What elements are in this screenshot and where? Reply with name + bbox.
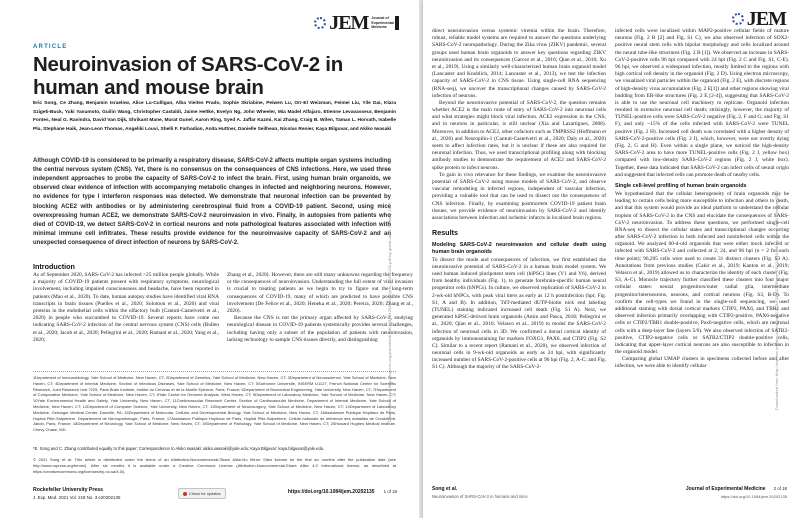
jem-logo-subtext-line2: Experimental <box>371 21 399 25</box>
body-columns <box>432 28 789 476</box>
intro-column-2 <box>227 272 413 372</box>
page-2 <box>423 0 800 518</box>
intro-col2-paragraph-1: Zhang et al., 2020). However, there are still many unknowns regarding the frequency or the consequences of neuroinvasion. Understanding the full extent of viral invasion is crucial to treating patients as we begin to try to figure out the long-term consequences of COVID-19, many of which are predicted to have possible CNS involvement (De Felice et al., 2020; Heneka et al., 2020; Pereira, 2020; Zhang et al., 2020). <box>227 272 413 314</box>
journal-citation: J. Exp. Med. 2021 Vol. 218 No. 3 e20202135 <box>33 495 121 500</box>
jem-logo-subtext-line3: Medicine <box>371 25 399 29</box>
publisher-block <box>33 487 120 500</box>
jem-logo-text: JEM <box>746 8 786 30</box>
jem-logo-small <box>732 9 786 29</box>
body-col2-paragraph-2: We hypothesized that the cellular heterogeneity of brain organoids may be leading to certain cells being more susceptible to infection and others to death, and that this system would provide an ideal platform to understand the cellular tropism of SARS-CoV-2 in the CNS and elucidate the consequences of SARS-CoV-2 neuroinvasion. To address these questions, we performed single-cell RNA-seq to dissect the cellular states and transcriptional changes occurring after SARS-CoV-2 infection in both infected and noninfected cells within the organoid. We analyzed 60-d-old organoids that were either mock infected or infected with SARS-CoV-2 and collected at 2, 24, and 96 hpi (n = 2 for each time point); 96,205 cells were used to create 31 distinct clusters (Fig. S3 A). Annotations from previous studies (Cakir et al., 2019; Kanton et al., 2019; Velasco et al., 2019) allowed us to characterize the identity of each cluster (Fig. S3, A-C). Monocle trajectory further classified these clusters into four major cellular states: neural progenitors/outer radial glia, intermediate progenitor/interneurons, neurons, and cortical neurons (Fig. S3, B-D). To confirm the cell-types we found in the single-cell sequencing, we used additional staining with dorsal cortical markers CTIP2, PAX6, and TBR1 and observed infection primarily overlapping with CTIP2-positive, PAX6-negative cells or CTIP2/TBR1 double-positive, Pax6-negative cells, which are neuronal cells with a deep-layer fate (layers 5/6). We also observed infection of SATB2-positive, CTIP2-negative cells or SATB2/CTIP2 double-positive cells, indicating that upper-layer cortical neurons are also susceptible to infection in the organoid model. <box>615 190 789 356</box>
journal-name: Journal of Experimental Medicine <box>685 486 766 492</box>
article-title: Neuroinvasion of SARS-CoV-2 in human and mouse brain <box>33 53 343 99</box>
results-subheading-1: Modeling SARS-CoV-2 neuroinvasion and cellular death using human brain organoids <box>432 241 606 255</box>
jem-logo-subtext-line1: Journal of <box>371 16 399 20</box>
jem-gear-icon <box>314 17 326 29</box>
intro-column-1 <box>33 272 219 372</box>
body-col1-paragraph-2: Beyond the neuroinvasive potential of SARS-CoV-2, the question remains whether ACE2 is the main route of entry of SARS-CoV-2 into neuronal cells and what strategies might block viral infection. ACE2 expression in the CNS, and in neurons in particular, is still unclear (Xia and Lazartigues, 2008). Moreover, in addition to ACE2, other cofactors such as TMPRSS2 (Hoffmann et al., 2020) and Neuropilin-1 (Cantuti-Castelvetri et al., 2020; Daly et al., 2020) seem to affect infection rates, but it is unclear if these are also required for neuronal infection. Thus, we used transcriptional profiling along with blocking antibody studies to demonstrate the requirement of ACE2 and SARS-CoV-2 spike protein to infect neurons. <box>432 99 607 171</box>
body-col1-paragraph-4: To dissect the mode and consequences of infection, we first established the neuroinvasive potential of SARS-CoV-2 in a human brain model system. We used human induced pluripotent stem cell (hiPSC) lines (Y1 and Y6), derived from healthy individuals (Fig. 1), to generate forebrain-specific human neural progenitor cells (hNPCs). In culture, we observed replication of SARS-CoV-2 in 2-wk-old hNPCs, with peak viral titers as early as 12 h postinfection (hpi; Fig. S1, A and B). In addition, TdT-mediated dUTP-biotin nick end labeling (TUNEL) staining indicated increased cell death (Fig. S1 A). Next, we generated hiPSC-derived brain organoids (Amin and Pasca, 2018; Pellegrini et al., 2020; Qian et al., 2016; Velasco et al., 2019) to model the SARS-CoV-2 infection of neuronal cells in 3D. We confirmed a dorsal cortical identity of organoids by immunostaining for markers FOXG1, PAX6, and CTIP2 (Fig. S2 C). Similar to a recent report (Ramani et al., 2020), we observed infection of neuronal cells in 9-wk-old organoids as early as 24 hpi, with significantly increased number of SARS-CoV-2-positive cells at 96 hpi (Fig. 2, A-C; and Fig. S1 C). Although the majority of the SARS-CoV-2- <box>432 256 606 371</box>
page-number: 2 of 18 <box>773 486 787 491</box>
correspondence-note: *E. Song and C. Zhang contributed equally to this paper; Correspondence to Akiko Iwasaki: akiko.iwasaki@yale.edu; Kaya Bilguvar: kaya.bilguvar@yale.edu. <box>33 446 325 451</box>
abstract-text: Although COVID-19 is considered to be primarily a respiratory disease, SARS-CoV-2 affects multiple organ systems including the central nervous system (CNS). Yet, there is no consensus on the consequences of CNS infections. Here, we used three independent approaches to probe the capacity of SARS-CoV-2 to infect the brain. First, using human brain organoids, we observed clear evidence of infection with accompanying metabolic changes in infected and neighboring neurons. However, no evidence for type I interferon responses was detected. We demonstrate that neuronal infection can be prevented by blocking ACE2 with antibodies or by administering cerebrospinal fluid from a COVID-19 patient. Second, using mice overexpressing human ACE2, we demonstrate SARS-CoV-2 neuroinvasion in vivo. Finally, in autopsies from patients who died of COVID-19, we detect SARS-CoV-2 in cortical neurons and note pathological features associated with infection with minimal immune cell infiltrates. These results provide evidence for the neuroinvasive capacity of SARS-CoV-2 and an unexpected consequence of direct infection of neurons by SARS-CoV-2. <box>33 158 391 246</box>
jem-logo-subtext <box>371 16 399 29</box>
doi-link[interactable]: https://doi.org/10.1084/jem.20202135 <box>720 494 787 499</box>
results-heading: Results <box>432 228 458 238</box>
download-watermark: Downloaded from http://rupress.org/jem/article-pdf/218/3/e20202135/jem_20202135.pdf by guest on 21 January 2021 <box>775 190 779 410</box>
running-authors: Song et al. <box>432 486 458 492</box>
download-watermark: Downloaded from http://rupress.org/jem/article-pdf/218/3/e20202135/jem_20202135.pdf by guest on 21 January 2021 <box>388 202 392 422</box>
body-column-2 <box>615 28 789 476</box>
body-col1-paragraph-1: direct neuroinvasion versus systemic viremia within the brain. Therefore, robust, reliable model systems are required to answer the questions underlying SARS-CoV-2 neuropathology. During the Zika virus (ZIKV) pandemic, several groups used human brain organoids to answer key questions regarding ZIKV neuroinvasion and its consequences (Garcez et al., 2016; Qian et al., 2016; Xu et al., 2019). Using a similarly well-characterized human brain organoid model (Lancaster and Knoblich, 2014; Lancaster et al., 2013), we test the infection capacity of SARS-CoV-2 in CNS tissue. Using single-cell RNA sequencing (RNA-seq), we uncover the transcriptional changes caused by SARS-CoV-2 infection of neurons. <box>432 28 606 99</box>
doi-link[interactable]: https://doi.org/10.1084/jem.20202135 <box>287 489 375 495</box>
affiliations-footnote: 1Department of Immunobiology, Yale School of Medicine, New Haven, CT; 2Department of Genetics, Yale School of Medicine, New Haven, CT; 3Department of Neuroscience, Yale School of Medicine, New Haven, CT; 4Department of Internal Medicine, Section of Infectious Diseases, Yale School of Medicine, New Haven, CT; 5Sorbonne Universite, INSERM U1127, French National Center for Scientific Research, Joint Research Unit 7225, Paris Brain Institute, Institut du Cerveau et de la Moelle Epiniere, Paris, France; 6Department of Biomedical Engineering, Yale University, New Haven, CT; 7Department of Comparative Medicine, Yale School of Medicine, New Haven, CT; 8Yale Center for Genome Analysis, West Haven, CT; 9Department of Laboratory Medicine, Yale School of Medicine, New Haven, CT; 10Yale Environmental Health and Safety, Yale University, New Haven, CT; 11Cardiovascular Research Center, Section of Cardiovascular Medicine, Department of Internal Medicine, Yale School of Medicine, New Haven, CT; 12Department of Computer Science, Yale University, New Haven, CT; 13Department of Neurosurgery, Yale School of Medicine, New Haven, CT; 14Department of Laboratory Medicine, Geisinger Medical Center, Danville, PA; 15Department of Molecular, Cellular, and Developmental Biology, Yale School of Medicine, New Haven, CT; 16Assistance Publique Hopitaux de Paris, Hopital Pitie-Salpetriere, Departement de Neuropathologie, Paris, France; 17Assistance Publique Hopitaux de Paris, Hopital Pitie-Salpetriere, Cellule nationale de reference des maladies de Creutzfeldt-Jakob, Paris, France; 18Department of Neurology, Yale School of Medicine, New Haven, CT; 19Department of Pathology, Yale School of Medicine, New Haven, CT; 20Howard Hughes Medical Institute, Chevy Chase, MD. <box>33 371 396 433</box>
check-updates-label: Check for updates <box>189 491 221 496</box>
introduction-columns <box>33 272 413 372</box>
author-list: Eric Song, Ce Zhang, Benjamin Israelow, Alice Lu-Culligan, Alba Vieites Prado, Sophie Skriabine, Peiwen Lu, Orr-El Weizman, Feimei Liu, Yile Dai, Klara Szigeti-Buck, Yuki Yasumoto, Guilin Wang, Christopher Castaldi, Jaime Heltke, Evelyn Ng, John Wheeler, Mia Madel Alfajaro, Etienne Levavasseur, Benjamin Fontes, Neal G. Ravindra, David Van Dijk, Shrikant Mane, Murat Gunel, Aaron Ring, Syed A. Jaffar Kazmi, Kai Zhang, Craig B. Wilen, Tamas L. Horvath, Isabelle Plu, Stephane Haik, Jean-Leon Thomas, Angeliki Louvi, Shelli F. Farhadian, Anita Huttner, Danielle Seilhean, Nicolas Renier, Kaya Bilguvar, and Akiko Iwasaki <box>33 101 396 132</box>
results-subheading-2: Single cell-level profiling of human brain organoids <box>615 182 747 189</box>
introduction-heading: Introduction <box>33 262 75 271</box>
running-title: Neuroinvasion of SARS-CoV-2 in humans and mice <box>432 494 528 499</box>
check-updates-icon <box>183 492 187 496</box>
intro-col1-paragraph: As of September 2020, SARS-CoV-2 has infected >25 million people globally. While a majority of COVID-19 patients present with respiratory symptoms, neurological involvement, including impaired consciousness and headache, have been reported in patients (Mao et al., 2020). To date, human autopsy studies have identified viral RNA transcripts in brain tissues (Puelles et al., 2020; Solomon et al., 2020) and viral proteins in the endothelial cells within the olfactory bulb (Cantuti-Castelvetri et al., 2020) in people who succumbed to COVID-19. Several reports have come out indicating SARS-CoV-2 infection of the central nervous system (CNS) cells (Bullen et al., 2020; Jacob et al., 2020; Pellegrini et al., 2020; Ramani et al., 2020; Yang et al., 2020; <box>33 272 219 343</box>
body-col2-paragraph-3: Comparing global UMAP clusters in specimens collected before and after infection, we were able to identify cellular <box>615 356 789 370</box>
jem-logo <box>314 13 399 33</box>
body-col1-paragraph-3: To gain in vivo relevance for these findings, we examine the neuroinvasive potential of SARS-CoV-2 using mouse models of SARS-CoV-2, and observe vascular remodeling in infected regions, independent of vascular infection, providing a valuable tool that can be used to dissect out the consequences of CNS infection. Finally, by examining postmortem COVID-19 patient brain tissues, we provide evidence of neuroinvasion by SARS-CoV-2 and identify associations between infection and ischemic infarcts in localized brain regions. <box>432 171 606 221</box>
body-column-1 <box>432 28 606 476</box>
article-type-label: ARTICLE <box>33 44 68 50</box>
journal-footer-block <box>686 486 787 499</box>
body-col2-paragraph-1: infected cells were localized within MAP2-positive cellular fields of mature neurons (Fig. 2 B [2] and Fig. S1 C), we also observed infection of SOX2-positive neural stem cells with bipolar morphology and cells localized around the neural tube-like structures (Fig. 2 B [1]). We observed an increase in SARS-CoV-2-positive cells 96 hpi compared with 24 hpi (Fig. 2 C and Fig. S1, C-E). 96 hpi, we observed a widespread infection, mostly limited to the regions with high cortical cell density in the organoid (Fig. 2 D). Using electron microscopy, we visualized viral particles within the organoid (Fig. 2 E), with discrete regions of high-density virus accumulation (Fig. 2 E[1]) and other regions showing viral budding from ER-like structures (Fig. 2 E [2-4]), suggesting that SARS-CoV-2 is able to use the neuronal cell machinery to replicate. Organoid infection resulted in extensive neuronal cell death; strikingly, however, the majority of TUNEL-positive cells were SARS-CoV-2 negative (Fig. 2, F and G; and Fig. S1 F), and only ~15% of the cells infected with SARS-CoV-2 were TUNEL positive (Fig. 2 H). Increased cell death was correlated with a higher density of SARS-CoV-2-positive cells (Fig. 2 I), which, however, were not overtly dying (Fig. 2, G and H). Even within a single plane, we noticed the high-density SARS-CoV-2 area to have more TUNEL-positive cells (Fig. 2 J, yellow box) compared with low-density SARS-CoV-2 regions (Fig. 2 J, white box). Together, these data indicated that SARS-CoV-2 can infect cells of neural origin and suggested that infected cells can promote death of nearby cells. <box>615 28 789 178</box>
jem-gear-icon <box>732 13 744 25</box>
intro-col2-paragraph-2: Because the CNS is not the primary organ affected by SARS-CoV-2, studying neurological disease in COVID-19 patients systemically provides several challenges, including having only a subset of the population of patients with neuroinvasion, lacking technology to sample CNS tissues directly, and distinguishing <box>227 315 413 343</box>
running-header-block <box>432 486 528 499</box>
publisher-name: Rockefeller University Press <box>33 487 104 493</box>
check-for-updates-button[interactable] <box>178 488 226 499</box>
page-number: 1 of 18 <box>383 489 397 494</box>
doi-block <box>288 489 397 495</box>
jem-logo-text: JEM <box>329 12 369 34</box>
license-note: © 2021 Song et al. This article is distributed under the terms of an Attribution-Noncommercial-Share Alike-No Mirror Sites license for the first six months after the publication date (see http://www.rupress.org/terms/). After six months it is available under a Creative Commons License (Attribution-Noncommercial-Share Alike 4.0 International license, as described at https://creativecommons.org/licenses/by-nc-sa/4.0/). <box>33 457 396 474</box>
